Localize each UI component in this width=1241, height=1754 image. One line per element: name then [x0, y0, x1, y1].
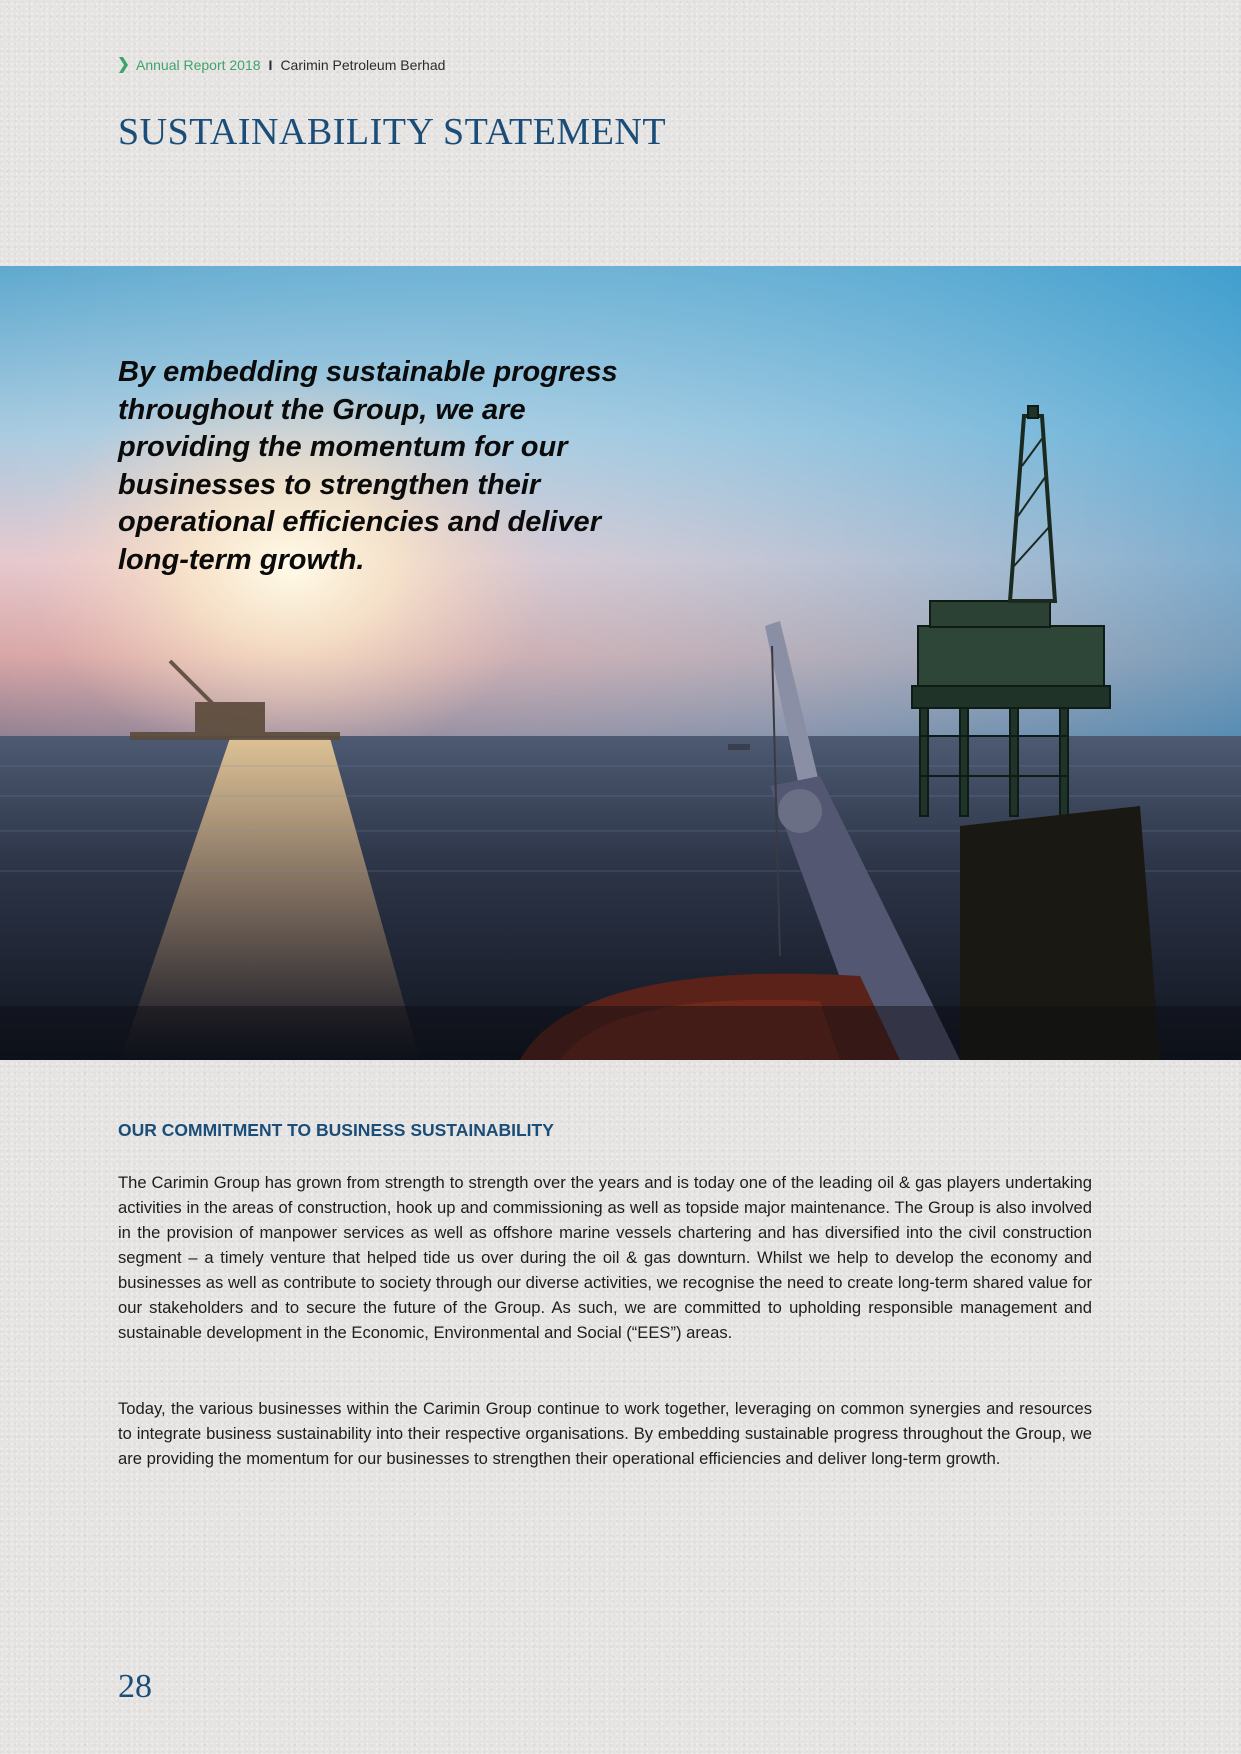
running-header [118, 57, 445, 73]
body-paragraph-2: Today, the various businesses within the Carimin Group continue to work together, leveraging on common synergies and resources to integrate business sustainability into their respective organisations. By embedding sustainable progress throughout the Group, we are providing the momentum for our businesses to strengthen their operational efficiencies and deliver long-term growth. [118, 1399, 1092, 1468]
header-separator: I [268, 57, 273, 73]
body-paragraph-1: The Carimin Group has grown from strength to strength over the years and is today one of the leading oil & gas players undertaking activities in the areas of construction, hook up and commissioning as well as topside major maintenance. The Group is also involved in the provision of manpower services as well as offshore marine vessels chartering and has diversified into the civil construction segment – a timely venture that helped tide us over during the oil & gas downturn. Whilst we help to develop the economy and businesses as well as contribute to society through our diverse activities, we recognise the need to create long-term shared value for our stakeholders and to secure the future of the Group. As such, we are committed to upholding responsible management and sustainable development in the Economic, Environmental and Social (“EES”) areas. [118, 1173, 1092, 1342]
company-label: Carimin Petroleum Berhad [280, 57, 446, 73]
pull-quote: By embedding sustainable progress throughout the Group, we are providing the momentum for our businesses to strengthen their operational efficiencies and deliver long-term growth. [118, 356, 618, 576]
page-title: SUSTAINABILITY STATEMENT [118, 111, 667, 153]
section-heading: OUR COMMITMENT TO BUSINESS SUSTAINABILITY [118, 1120, 554, 1140]
chevron-right-icon [118, 57, 128, 73]
page-number: 28 [118, 1668, 152, 1705]
report-label: Annual Report 2018 [136, 57, 261, 73]
